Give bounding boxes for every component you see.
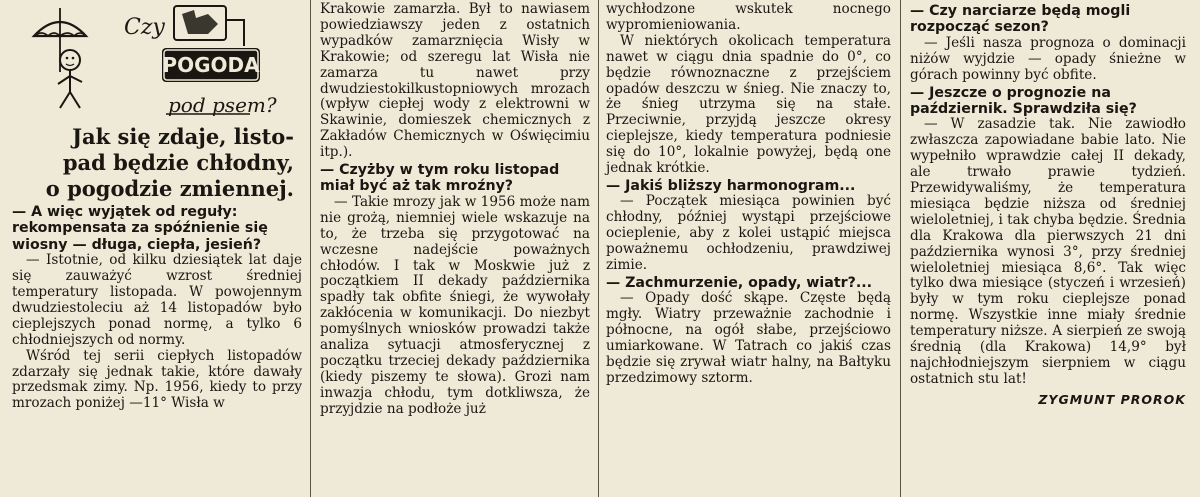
headline-line: o pogodzie zmiennej. (45, 176, 294, 201)
author-signature: ZYGMUNT PROROK (1038, 391, 1186, 407)
paragraph: — Początek miesiąca powinien być chłodny, później wystąpi przejściowe ocieplenie, aby z kolei ustąpić miejsca poważnemu ochłodzeniu, prawdziwej zimie. (606, 193, 891, 273)
column-3 (606, 2, 891, 497)
column-1-body (12, 204, 302, 412)
logo-pogoda-text: POGODA (162, 53, 260, 77)
interview-question: — Zachmurzenie, opady, wiatr?... (606, 274, 873, 291)
logo-bottom-text: pod psem? (168, 93, 277, 117)
column-divider (900, 0, 901, 497)
interview-question: — Jakiś bliższy harmonogram... (606, 177, 856, 194)
paragraph: — Takie mrozy jak w 1956 może nam nie grożą, niemniej wiele wskazuje na to, że trzeba się przygotować na wczesne nadejście poważnych chłodów. I tak w Moskwie już z początkiem II dekady października spadły tak obfite śniegi, że wywołały zakłócenia w komunikacji. Do niezbyt pomyślnych wniosków prowadzi także analiza sytuacji atmosferycznej z początku trzeciej dekady października (kiedy piszemy te słowa). Grozi nam inwazja chłodu, tym dotkliwsza, że przyjdzie na podłoże już (320, 193, 590, 417)
headline (12, 124, 294, 202)
column-divider (598, 0, 599, 497)
paragraph: Wśród tej serii ciepłych listopadów zdarzały się jednak takie, które dawały przedsmak zimy. Np. 1956, kiedy to przy mrozach poniżej —11° Wisła w (12, 347, 302, 412)
column-2 (320, 2, 590, 497)
paragraph: Krakowie zamarzła. Był to nawiasem powiedziawszy jeden z ostatnich wypadków zamarznięcia Wisły w Krakowie; od szeregu lat Wisła nie zamarza tu nawet przy dwudziestokilkustopniowych mrozach (wpływ ciepłej wody z elektrowni w Skawinie, domieszek chemicznych z Zakładów Chemicznych w Oświęcimiu itp.). (320, 1, 590, 161)
paragraph: W niektórych okolicach temperatura nawet w ciągu dnia spadnie do 0°, co będzie równoznaczne z przejściem opadów deszczu w śnieg. Nie znaczy to, że śnieg utrzyma się na stałe. Przeciwnie, przyjdą jeszcze okresy cieplejsze, kiedy temperatura podniesie się do 10°, lokalnie powyżej, będą one jednak krótkie. (606, 32, 891, 177)
weather-logo (12, 0, 292, 118)
column-4 (910, 2, 1186, 497)
paragraph: wychłodzone wskutek nocnego wypromieniowania. (606, 1, 891, 33)
column-divider (310, 0, 311, 497)
paragraph: — W zasadzie tak. Nie zawiodło zwłaszcza zapowiadane babie lato. Nie wypełniło wprawdzie całej II dekady, ale trwało prawie tydzień. Przewidywaliśmy, że temperatura miesiąca będzie niższa od średniej wieloletniej, i tak chyba będzie. Średnia dla Krakowa dla pierwszych 21 dni października wynosi 3°, przy średniej wieloletniej miesiąca 8,6°. Tak więc tylko dwa miesiące (styczeń i wrzesień) były w tym roku cieplejsze ponad normę. Wszystkie inne miały średnie temperatury niższe. A sierpień ze swoją średnią (dla Krakowa) 14,9° był najchłodniejszym sierpniem w ciągu ostatnich stu lat! (910, 116, 1186, 387)
weather-logo-illustration (12, 0, 292, 118)
interview-question: — Czy narciarze będą mogli rozpocząć sezon? (910, 3, 1131, 36)
logo-top-text: Czy (124, 15, 165, 40)
interview-question: — Jeszcze o prognozie na październik. Sprawdziła się? (910, 84, 1137, 117)
headline-line: pad będzie chłodny, (62, 150, 294, 175)
paragraph: — Jeśli nasza prognoza o dominacji niżów wyjdzie — opady śnieżne w górach powinny być obfite. (910, 34, 1186, 83)
interview-question: — A więc wyjątek od reguły: rekompensata za spóźnienie się wiosny — długa, ciepła, jesień? (12, 204, 268, 253)
paragraph: — Istotnie, od kilku dziesiątek lat daje się zauważyć wzrost średniej temperatury listopada. W powojennym dwudziestoleciu aż 14 listopadów było cieplejszych ponad normę, a tylko 6 chłodniejszych od normy. (12, 252, 302, 348)
interview-question: — Czyżby w tym roku listopad miał być aż tak mroźny? (320, 162, 560, 195)
column-1 (12, 0, 302, 497)
headline-line: Jak się zdaje, listo- (72, 124, 294, 149)
paragraph: — Opady dość skąpe. Częste będą mgły. Wiatry przeważnie zachodnie i północne, na ogół słabe, przejściowo umiarkowane. W Tatrach co jakiś czas będzie się zrywał wiatr halny, na Bałtyku przedzimowy sztorm. (606, 290, 891, 386)
